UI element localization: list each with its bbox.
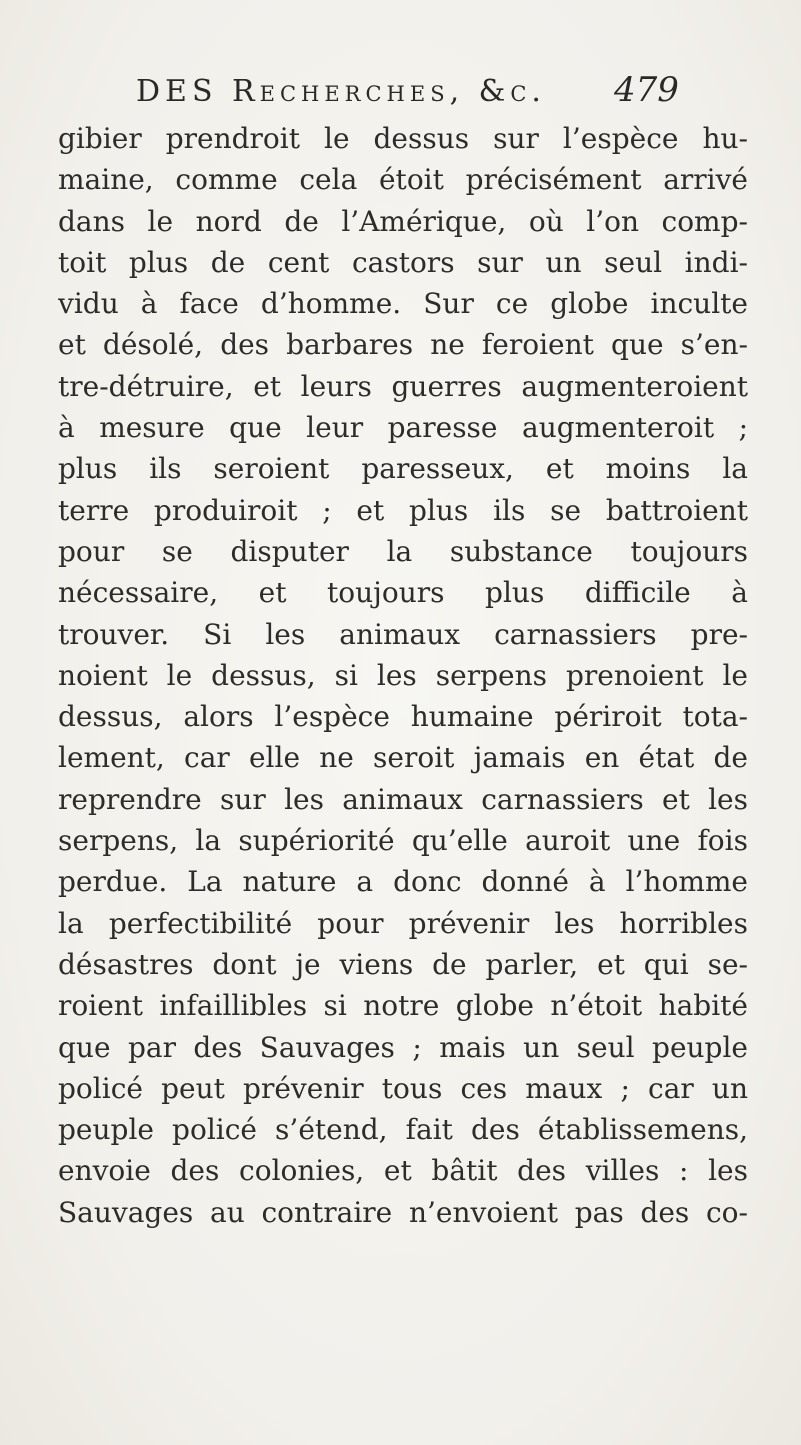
text-line: noient le dessus, si les serpens prenoient le	[58, 658, 748, 692]
text-line: gibier prendroit le dessus sur l’espèce hu-	[58, 122, 748, 155]
text-line: lement, car elle ne seroit jamais en état de	[58, 741, 748, 775]
text-line: tre-détruire, et leurs guerres augmenteroient	[58, 369, 748, 403]
text-line: à mesure que leur paresse augmenteroit ;	[58, 411, 748, 445]
text-line: que par des Sauvages ; mais un seul peuple	[58, 1030, 748, 1064]
page-number: 479	[614, 70, 679, 110]
text-line: plus ils seroient paresseux, et moins la	[58, 452, 748, 486]
text-line: trouver. Si les animaux carnassiers pre-	[58, 617, 748, 651]
body-text	[58, 118, 748, 1233]
text-line: Sauvages au contraire n’envoient pas des co-	[58, 1195, 748, 1229]
text-line: roient infaillibles si notre globe n’étoit habité	[58, 989, 748, 1023]
text-line: dans le nord de l’Amérique, où l’on comp-	[58, 204, 748, 238]
text-line: la perfectibilité pour prévenir les horribles	[58, 906, 748, 940]
text-line: perdue. La nature a donc donné à l’homme	[58, 865, 748, 899]
text-line: nécessaire, et toujours plus difficile à	[58, 576, 748, 610]
text-line: maine, comme cela étoit précisément arrivé	[58, 163, 748, 197]
text-line: peuple policé s’étend, fait des établissemens,	[58, 1113, 748, 1147]
text-line: toit plus de cent castors sur un seul indi-	[58, 245, 748, 279]
text-line: terre produiroit ; et plus ils se battroient	[58, 493, 748, 527]
text-line: dessus, alors l’espèce humaine périroit tota-	[58, 700, 748, 734]
text-line: policé peut prévenir tous ces maux ; car un	[58, 1071, 748, 1105]
text-line: envoie des colonies, et bâtit des villes : les	[58, 1154, 748, 1188]
text-line: désastres dont je viens de parler, et qui se-	[58, 947, 748, 981]
text-line: pour se disputer la substance toujours	[58, 534, 748, 568]
text-line: serpens, la supériorité qu’elle auroit une fois	[58, 824, 748, 858]
running-head: DES Recherches, &c.	[136, 74, 546, 109]
page-header	[136, 70, 679, 120]
text-line: reprendre sur les animaux carnassiers et les	[58, 782, 748, 816]
text-line: vidu à face d’homme. Sur ce globe inculte	[58, 287, 748, 321]
text-line: et désolé, des barbares ne feroient que s’en-	[58, 328, 748, 362]
